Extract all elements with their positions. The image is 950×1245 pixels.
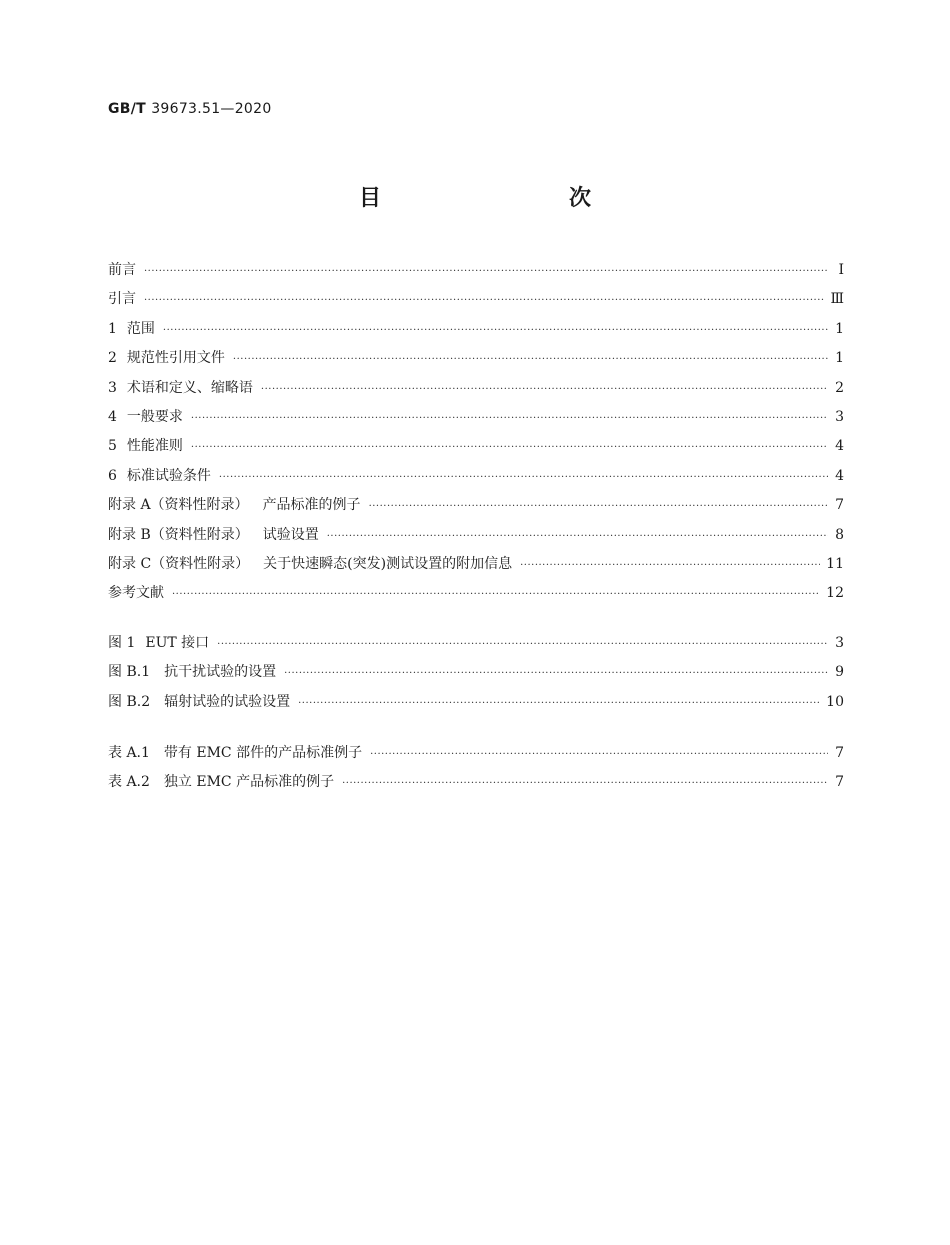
toc-entry-title: 规范性引用文件 [126, 350, 225, 367]
toc-entry-number: 附录 C（资料性附录） [108, 555, 250, 572]
figure-entry-number: 图 1 [108, 635, 136, 651]
toc-entry[interactable] [108, 285, 844, 314]
table-entry[interactable] [108, 768, 844, 797]
leader-dots [520, 551, 820, 580]
table-entry-page-number: 7 [835, 774, 844, 791]
toc-entry[interactable] [108, 579, 844, 608]
toc-entry[interactable] [108, 374, 844, 403]
toc-entry[interactable] [108, 315, 844, 344]
toc-entry-title: 术语和定义、缩略语 [126, 379, 253, 396]
toc-tables [108, 739, 844, 798]
toc-entry-number: 附录 B（资料性附录） [108, 526, 249, 543]
toc-entry-page-number: 3 [835, 408, 844, 425]
toc-entry-page-number: 12 [826, 585, 844, 602]
figure-entry-number: 图 B.2 [108, 693, 151, 710]
table-entry-label [108, 739, 362, 768]
toc-entry-label [108, 315, 155, 344]
table-entry-title: 带有 EMC 部件的产品标准例子 [163, 745, 363, 761]
standard-prefix: GB/T [108, 101, 147, 117]
toc-entry-label [108, 491, 361, 520]
toc-entry-number: 6 [108, 467, 117, 484]
toc-entry[interactable] [108, 432, 844, 461]
toc-entry-page-number: 8 [835, 526, 844, 543]
figure-entry-label [108, 658, 276, 687]
figure-entry-number: 图 B.1 [108, 664, 151, 681]
leader-dots [370, 740, 828, 769]
toc-entry[interactable] [108, 521, 844, 550]
toc-entry-page-number: 1 [835, 350, 844, 367]
toc-entry-title: 试验设置 [262, 526, 319, 543]
figure-entry-title: EUT 接口 [145, 635, 210, 651]
toc-entry-title: 关于快速瞬态(突发)测试设置的附加信息 [263, 555, 513, 572]
toc-entry-label [108, 521, 319, 550]
table-entry-page-number: 7 [835, 745, 844, 761]
standard-number [108, 101, 272, 117]
toc-chapters [108, 256, 844, 609]
figure-entry-title: 抗干扰试验的设置 [164, 664, 277, 681]
toc-entry-number: 2 [108, 350, 117, 367]
toc-entry-title: 产品标准的例子 [262, 497, 361, 514]
toc-entry-label [108, 550, 512, 579]
toc-entry-title: 标准试验条件 [126, 467, 211, 484]
toc-entry-page-number: 1 [835, 320, 844, 337]
table-entry-number: 表 A.2 [108, 774, 150, 791]
toc-figures [108, 629, 844, 717]
toc-entry-title: 参考文献 [108, 585, 164, 602]
toc-entry-page-number: 11 [826, 555, 844, 572]
leader-dots [261, 375, 828, 404]
figure-entry-label [108, 688, 290, 717]
toc-entry-page-number: 4 [835, 467, 844, 484]
toc-entry-label [108, 374, 253, 403]
table-entry-number: 表 A.1 [108, 745, 150, 761]
toc-entry-page-number: 7 [835, 497, 844, 514]
toc-entry-number: 3 [108, 379, 117, 396]
leader-dots [284, 659, 828, 688]
toc-entry-label [108, 285, 136, 314]
toc-entry[interactable] [108, 491, 844, 520]
toc-entry-label [108, 432, 183, 461]
toc-entry-title: 引言 [108, 291, 136, 308]
leader-dots [144, 286, 824, 315]
toc-entry-title: 一般要求 [126, 408, 183, 425]
leader-dots [191, 404, 828, 433]
toc-entry-title: 范围 [126, 320, 155, 337]
toc-entry[interactable] [108, 403, 844, 432]
leader-dots [172, 580, 820, 609]
toc-entry-page-number: Ⅲ [830, 291, 844, 308]
figure-entry-page-number: 3 [835, 635, 844, 651]
leader-dots [219, 463, 828, 492]
figure-entry-title: 辐射试验的试验设置 [164, 693, 291, 710]
figure-entry[interactable] [108, 658, 844, 687]
toc-entry-number: 4 [108, 408, 117, 425]
figure-entry[interactable] [108, 688, 844, 717]
toc-entry-number: 5 [108, 438, 117, 455]
leader-dots [233, 345, 828, 374]
toc-entry-label [108, 344, 225, 373]
toc-entry[interactable] [108, 344, 844, 373]
leader-dots [327, 522, 828, 551]
toc-entry-label [108, 256, 136, 285]
page-title: 目 次 [358, 186, 639, 211]
toc-entry[interactable] [108, 256, 844, 285]
figure-entry-page-number: 9 [835, 664, 844, 681]
toc-entry-label [108, 579, 164, 608]
toc-entry[interactable] [108, 462, 844, 491]
figure-entry-label [108, 629, 209, 658]
leader-dots [144, 257, 828, 286]
toc-entry-page-number: Ⅰ [838, 262, 844, 278]
leader-dots [369, 492, 828, 521]
figure-entry[interactable] [108, 629, 844, 658]
toc-entry[interactable] [108, 550, 844, 579]
toc-entry-title: 性能准则 [126, 438, 183, 455]
standard-code: 39673.51—2020 [151, 101, 272, 117]
leader-dots [217, 630, 828, 659]
leader-dots [298, 689, 820, 718]
figure-entry-page-number: 10 [826, 693, 844, 710]
leader-dots [342, 769, 828, 798]
toc-entry-label [108, 462, 211, 491]
toc-entry-title: 前言 [108, 262, 136, 278]
toc-entry-number: 附录 A（资料性附录） [108, 497, 249, 514]
toc-entry-page-number: 2 [835, 379, 844, 396]
toc-entry-label [108, 403, 183, 432]
toc-entry-number: 1 [108, 320, 117, 337]
leader-dots [191, 433, 828, 462]
toc-entry-page-number: 4 [835, 438, 844, 455]
table-entry-title: 独立 EMC 产品标准的例子 [163, 774, 335, 791]
table-entry[interactable] [108, 739, 844, 768]
leader-dots [163, 316, 828, 345]
table-entry-label [108, 768, 334, 797]
